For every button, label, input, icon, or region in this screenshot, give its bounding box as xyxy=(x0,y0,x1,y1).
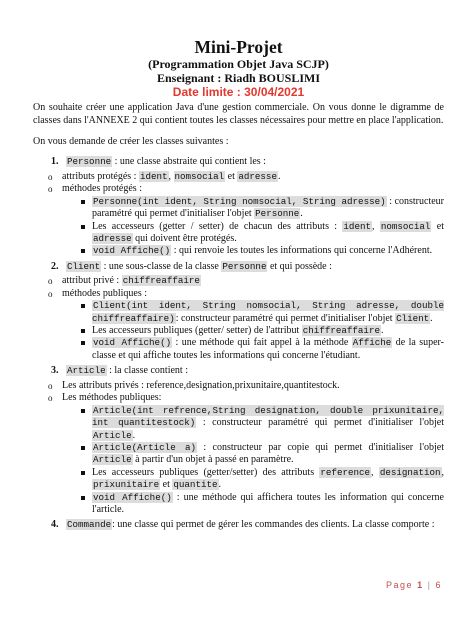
text: Les méthodes publiques: xyxy=(62,392,162,404)
code: Article xyxy=(93,454,132,466)
circle-bullet-icon: o xyxy=(48,276,53,287)
text: méthodes publiques : xyxy=(62,287,147,299)
text: . xyxy=(300,208,303,220)
text: et xyxy=(160,479,173,491)
method-item xyxy=(79,405,444,442)
square-bullet-icon xyxy=(81,446,85,450)
square-bullet-icon xyxy=(81,341,85,345)
code: void Affiche() xyxy=(93,491,172,503)
text: , xyxy=(441,466,445,478)
text: . xyxy=(380,325,384,337)
text: à partir d'un objet à passé en paramètre. xyxy=(132,454,294,466)
header xyxy=(33,0,444,100)
page-number: 1 xyxy=(417,580,424,590)
text: Les accesseurs publiques (getter/ setter) de l'attribut xyxy=(92,325,302,337)
text: : constructeur par copie qui permet d'initialiser l'objet xyxy=(197,442,444,453)
teacher-line: Enseignant : Riadh BOUSLIMI xyxy=(156,71,321,85)
code: Client(int ident, String nomsocial, String adresse, double chiffreaffaire) xyxy=(92,300,444,324)
item-article xyxy=(33,365,444,378)
text: et xyxy=(225,170,238,182)
square-bullet-icon xyxy=(81,329,85,333)
code: quantite xyxy=(173,479,218,491)
code: prixunitaire xyxy=(93,479,160,491)
text: : une classe qui permet de gérer les commandes des clients. La classe comporte : xyxy=(112,519,435,531)
code: nomsocial xyxy=(380,220,431,232)
instructions: On vous demande de créer les classes suivantes : xyxy=(33,135,229,147)
method-item xyxy=(79,245,444,257)
doc-title: Mini-Projet xyxy=(194,37,283,57)
text: Les accesseurs (getter / setter) de chacun des attributs : xyxy=(92,220,343,232)
page-prefix: Page xyxy=(386,580,414,590)
text: et xyxy=(431,220,444,232)
method-item xyxy=(79,300,444,325)
text: , xyxy=(371,466,379,478)
square-bullet-icon xyxy=(81,200,85,204)
text: . xyxy=(218,479,221,491)
text: , xyxy=(372,220,380,232)
code: reference xyxy=(320,466,371,478)
code: nomsocial xyxy=(174,170,225,182)
circle-bullet-icon: o xyxy=(48,393,53,404)
text: : constructeur paramétré qui permet d'initialiser l'objet xyxy=(175,312,396,324)
square-bullet-icon xyxy=(81,496,85,500)
text: : la classe contient : xyxy=(106,365,188,377)
code: void Affiche() xyxy=(93,245,171,257)
class-name: Commande xyxy=(67,519,112,531)
sub-bullet xyxy=(46,275,444,288)
code: ident xyxy=(343,220,371,232)
item-personne xyxy=(33,156,444,169)
page-separator: | xyxy=(427,580,432,590)
method-item xyxy=(79,325,444,337)
text: : une méthode qui affichera toutes les information qui concerne l'article. xyxy=(92,491,444,516)
square-bullet-icon xyxy=(81,225,85,229)
text: : constructeur paramétré qui permet d'initialiser l'objet xyxy=(196,417,444,429)
text: Les accesseurs publiques (getter/setter) des attributs xyxy=(92,466,320,478)
text: . xyxy=(132,429,136,441)
code: adresse xyxy=(238,170,277,182)
text: : une méthode qui fait appel à la méthode xyxy=(172,337,352,349)
sub-bullet xyxy=(46,288,444,301)
circle-bullet-icon: o xyxy=(48,171,53,182)
code: Personne(int ident, String nomsocial, String adresse) xyxy=(93,195,386,207)
text: attributs protégés : xyxy=(62,170,139,182)
text: de la super-classe et qui affiche toutes les informations qui concerne l'étudiant. xyxy=(92,337,445,361)
code: Article(int refrence,String designation, double prixunitaire, int quantitestock) xyxy=(92,404,444,429)
method-item xyxy=(79,492,444,517)
text: et qui possède : xyxy=(267,260,332,272)
sub-bullet xyxy=(46,380,444,393)
code: Personne xyxy=(222,260,267,272)
code: adresse xyxy=(93,232,132,244)
text: : qui renvoie les toutes les informations qui concerne l'Adhérent. xyxy=(171,245,433,257)
class-name: Article xyxy=(67,365,106,377)
class-name: Personne xyxy=(67,156,112,168)
page-footer xyxy=(386,580,442,590)
class-name: Client xyxy=(67,260,101,272)
square-bullet-icon xyxy=(81,471,85,475)
item-number: 3. xyxy=(51,365,59,377)
code: designation xyxy=(379,466,441,478)
intro-paragraph: On souhaite créer une application Java d'une gestion commerciale. On vous donne le digramme de classes dans l'ANNEXE 2 qui contient toutes les classes nécessaires pour mettre en place l'application. xyxy=(33,102,444,127)
method-item xyxy=(79,337,444,362)
item-desc: : une classe abstraite qui contient les : xyxy=(112,156,266,168)
circle-bullet-icon: o xyxy=(48,288,53,299)
text: , xyxy=(168,170,174,182)
doc-subtitle: (Programmation Objet Java SCJP) xyxy=(148,57,329,71)
square-bullet-icon xyxy=(81,409,85,413)
deadline: Date limite : 30/04/2021 xyxy=(172,85,305,99)
sub-bullet xyxy=(46,171,444,184)
code: chiffreaffaire xyxy=(302,325,380,337)
text: attribut privé : xyxy=(62,275,122,287)
text: Les attributs privés : reference,designation,prixunitaire,quantitestock. xyxy=(62,379,340,391)
text: méthodes protégés : xyxy=(62,183,142,195)
code: Personne xyxy=(255,208,300,220)
code: Article(Article a) xyxy=(93,442,197,453)
class-list xyxy=(33,156,444,532)
code: chiffreaffaire xyxy=(122,275,200,287)
item-commande xyxy=(33,519,444,532)
method-item xyxy=(79,221,444,246)
text: : constructeur paramétré qui permet d'initialiser l'objet xyxy=(92,195,444,220)
method-item xyxy=(79,442,444,467)
sub-bullet xyxy=(46,392,444,405)
item-number: 4. xyxy=(51,519,59,531)
item-number: 1. xyxy=(51,156,59,168)
code: ident xyxy=(139,170,168,182)
page-total: 6 xyxy=(435,580,442,590)
code: void Affiche() xyxy=(93,337,172,349)
method-item xyxy=(79,467,444,492)
text: . xyxy=(277,170,281,182)
code: Affiche xyxy=(352,337,392,349)
sub-bullet xyxy=(46,183,444,196)
code: Article xyxy=(93,429,132,441)
code: Client xyxy=(396,312,430,324)
item-client xyxy=(33,261,444,274)
circle-bullet-icon: o xyxy=(48,380,53,391)
square-bullet-icon xyxy=(81,249,85,253)
text: : une sous-classe de la classe xyxy=(101,260,222,272)
text: qui doivent être protégés. xyxy=(132,232,237,244)
square-bullet-icon xyxy=(81,304,85,308)
text: . xyxy=(430,312,433,324)
circle-bullet-icon: o xyxy=(48,184,53,195)
item-number: 2. xyxy=(51,260,59,272)
method-item xyxy=(79,196,444,221)
